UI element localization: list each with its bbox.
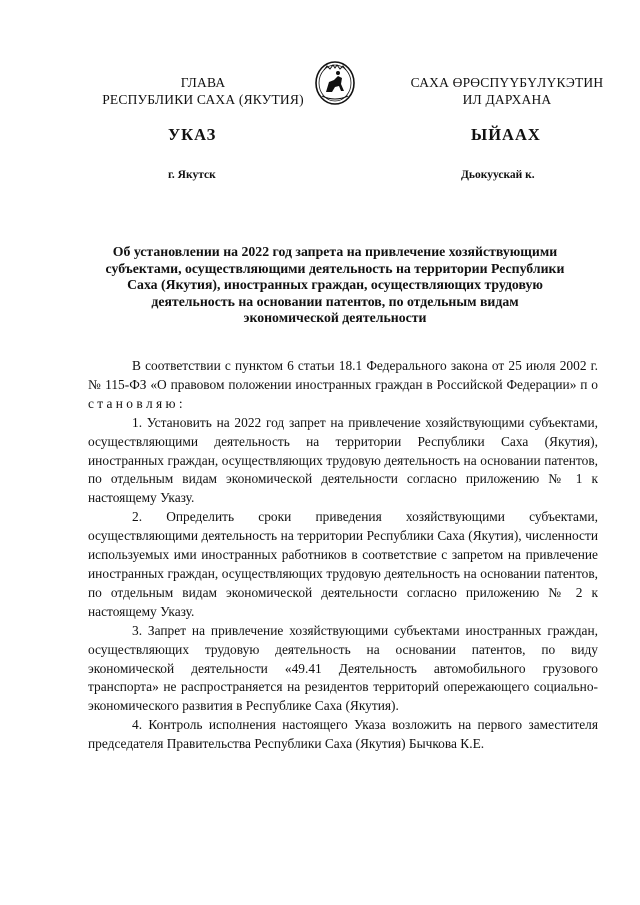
issuer-line: ГЛАВА <box>180 75 226 90</box>
paragraph-item-3: 3. Запрет на привлечение хозяйствующими субъектами иностранных граждан, осуществляющих трудовую деятельность на основании патентов, по виду экономической деятельности «49.41 Деятельность автомобильного грузового транспорта» не распространяется на резидентов территорий опережающего социально-экономического развития в Республике Саха (Якутия). <box>88 622 598 714</box>
coat-of-arms-emblem-icon <box>314 58 356 106</box>
issuer-header-yakut <box>392 74 622 108</box>
paragraph-item-1: 1. Установить на 2022 год запрет на привлечение хозяйствующими субъектами, осуществляющими деятельность на территории Республики Саха (Якутия), иностранных граждан, осуществляющих трудовую деятельность на основании патентов, по отдельным видам экономической деятельности согласно приложению № 1 к настоящему Указу. <box>88 414 598 506</box>
issuer-header-russian <box>88 74 318 108</box>
city-yakut: Дьокуускай к. <box>461 169 535 181</box>
issuer-line: САХА ӨРӨСПҮҮБҮЛҮКЭТИН <box>410 75 604 90</box>
paragraph-preamble: В соответствии с пунктом 6 статьи 18.1 Федерального закона от 25 июля 2002 г. № 115-ФЗ «О правовом положении иностранных граждан в Российской Федерации» п о с т а н о в л я ю : <box>88 358 598 411</box>
title-line: деятельность на основании патентов, по отдельным видам <box>151 293 519 309</box>
title-line: Об установлении на 2022 год запрета на привлечение хозяйствующими <box>112 244 558 259</box>
doc-type-yakut: ЫЙААХ <box>471 125 541 144</box>
decree-title <box>88 244 582 327</box>
issuer-line: РЕСПУБЛИКИ САХА (ЯКУТИЯ) <box>102 92 304 107</box>
paragraph-item-4: 4. Контроль исполнения настоящего Указа возложить на первого заместителя председателя Правительства Республики Саха (Якутия) Бычкова К.Е. <box>88 717 598 752</box>
paragraph-item-2: 2. Определить сроки приведения хозяйствующими субъектами, осуществляющими деятельность на территории Республики Саха (Якутия), численности используемых ими иностранных работников в соответствие с запретом на привлечение иностранных граждан, осуществляющих трудовую деятельность на основании патентов, по отдельным видам экономической деятельности согласно приложению № 2 к настоящему Указу. <box>88 509 598 619</box>
city-russian: г. Якутск <box>168 169 216 181</box>
doc-type-russian: УКАЗ <box>168 125 217 144</box>
title-line: Саха (Якутия), иностранных граждан, осуществляющих трудовую <box>127 277 543 292</box>
issuer-line: ИЛ ДАРХАНА <box>462 92 552 107</box>
title-line: субъектами, осуществляющими деятельность на территории Республики <box>105 260 565 276</box>
decree-body <box>88 357 598 754</box>
title-line: экономической деятельности <box>243 310 427 325</box>
